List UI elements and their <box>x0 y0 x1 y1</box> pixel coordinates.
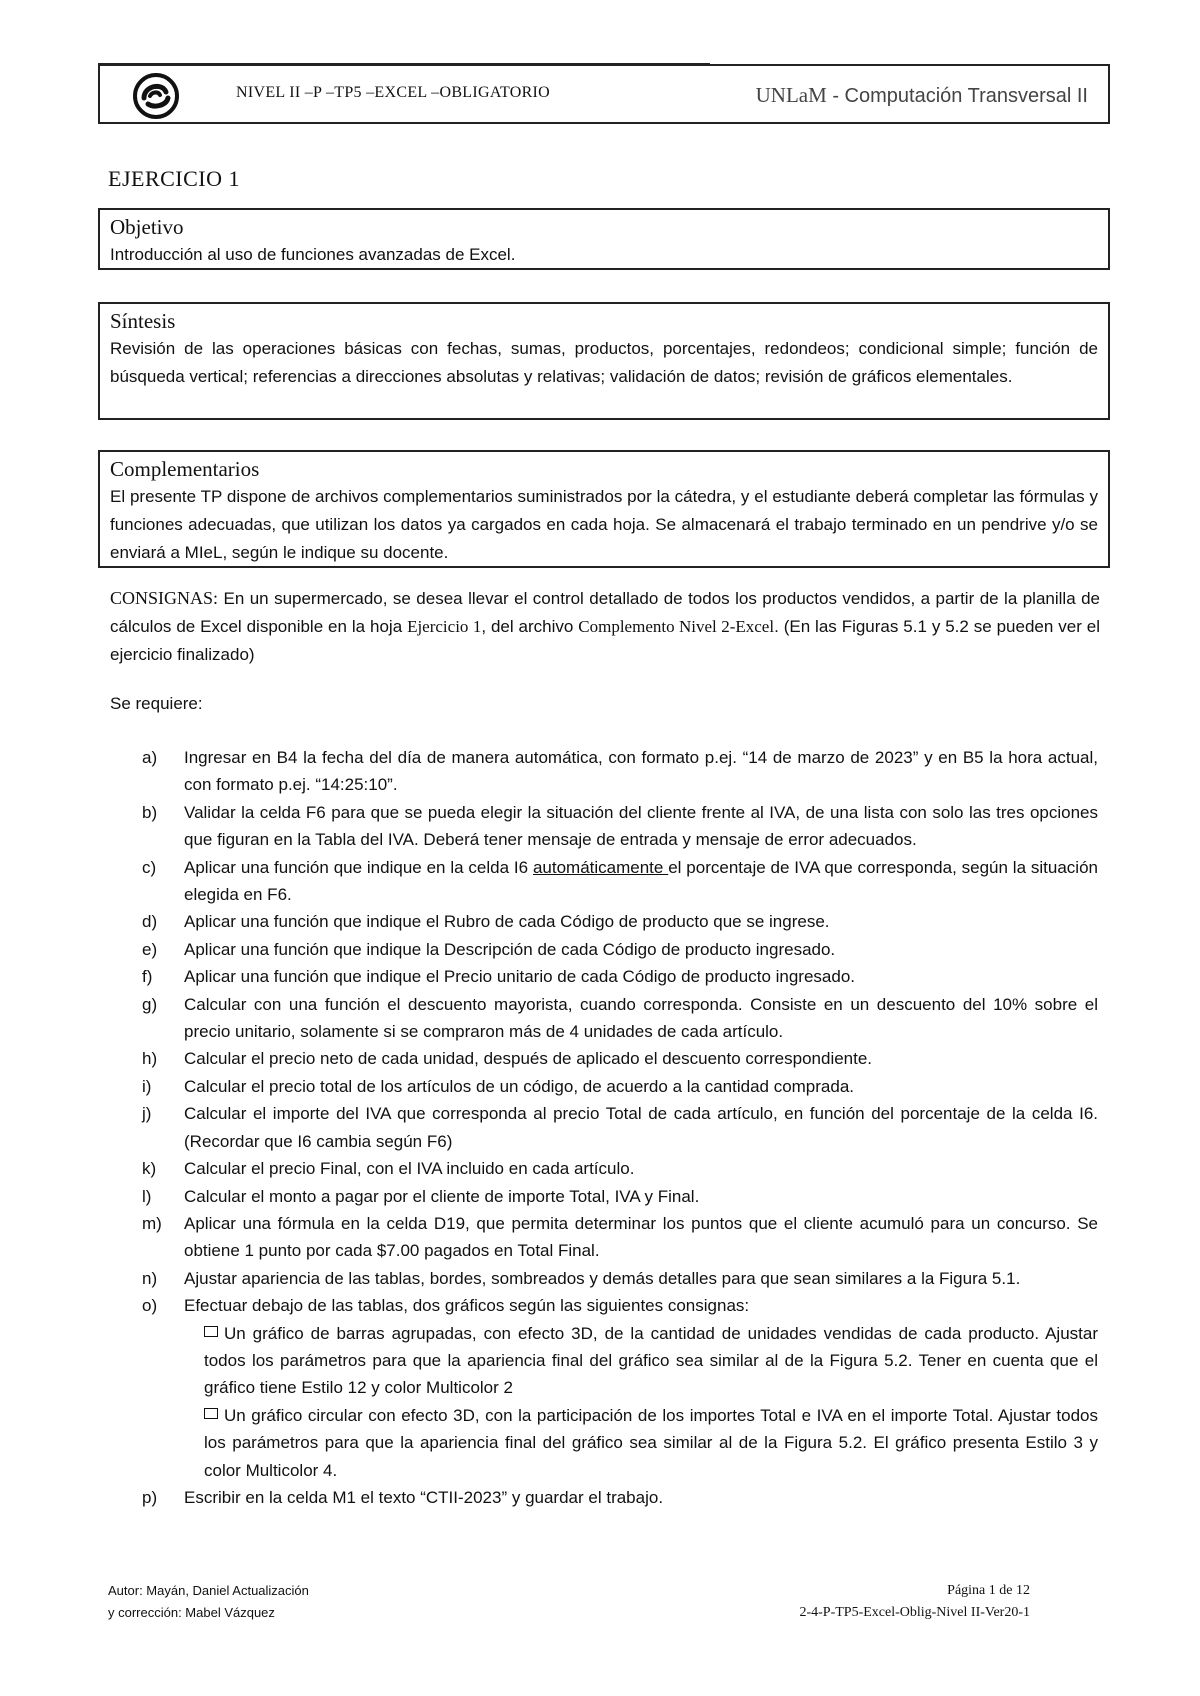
header-institution <box>756 83 1088 108</box>
list-item-text: Aplicar una fórmula en la celda D19, que permita determinar los puntos que el cliente acumuló para un concurso. Se obtiene 1 punto por cada $7.00 pagados en Total Final. <box>184 1213 1098 1261</box>
checkbox-bullet-icon <box>204 1408 218 1419</box>
footer-author <box>108 1580 309 1624</box>
list-item <box>110 1100 1098 1155</box>
list-marker: b) <box>142 802 158 822</box>
objetivo-heading: Objetivo <box>110 215 184 239</box>
list-item <box>110 1183 1098 1210</box>
sintesis-heading: Síntesis <box>110 309 176 333</box>
list-marker: l) <box>142 1186 152 1206</box>
list-marker: j) <box>142 1104 152 1124</box>
list-item-text: Ingresar en B4 la fecha del día de manera automática, con formato p.ej. “14 de marzo de 2023” y en B5 la hora actual, con formato p.ej. “14:25:10”. <box>184 748 1098 795</box>
list-item <box>110 1073 1098 1100</box>
sintesis-text: Revisión de las operaciones básicas con fechas, sumas, productos, porcentajes, redondeos; condicional simple; función de búsqueda vertical; referencias a direcciones absolutas y relativas; validación de datos; revisión de gráficos elementales. <box>110 339 1098 386</box>
checkbox-bullet-icon <box>204 1326 218 1337</box>
consignas-lead: CONSIGNAS: <box>110 588 219 608</box>
consignas-part2: , del archivo <box>481 617 579 636</box>
list-item-text: Calcular el precio Final, con el IVA incluido en cada artículo. <box>184 1159 635 1179</box>
requirements-list <box>110 744 1098 1511</box>
list-item-text: Calcular con una función el descuento mayorista, cuando corresponda. Consiste en un descuento del 10% sobre el precio unitario, solamente si se compraron más de 4 unidades de cada artículo. <box>184 994 1098 1042</box>
list-item <box>110 799 1098 854</box>
list-marker: i) <box>142 1076 152 1096</box>
list-item <box>110 936 1098 963</box>
underlined-text: automáticamente <box>532 857 669 877</box>
sub-item <box>184 1320 1098 1402</box>
list-item-text: Validar la celda F6 para que se pueda elegir la situación del cliente frente al IVA, de una lista con solo las tres opciones que figuran en la Tabla del IVA. Deberá tener mensaje de entrada y mensaje de error adecuados. <box>184 802 1098 850</box>
list-item-text: Calcular el precio total de los artículos de un código, de acuerdo a la cantidad comprada. <box>184 1076 855 1096</box>
list-marker: e) <box>142 939 158 959</box>
consignas-sheet: Ejercicio 1 <box>407 617 482 636</box>
consignas-file: Complemento Nivel 2-Excel <box>578 617 775 636</box>
list-marker: c) <box>142 857 157 877</box>
list-item-text: Aplicar una función que indique el Rubro de cada Código de producto que se ingrese. <box>184 912 830 932</box>
sub-item-text: Un gráfico circular con efecto 3D, con la participación de los importes Total e IVA en el importe Total. Ajustar todos los parámetros para que la apariencia final del gráfico sea similar al de la Figura 5.2. El gráfico presenta Estilo 3 y color Multicolor 4. <box>204 1405 1098 1480</box>
se-requiere-label: Se requiere: <box>110 694 203 713</box>
sintesis-box <box>98 302 1110 420</box>
list-item <box>110 1155 1098 1182</box>
page-number: Página 1 de 12 <box>947 1583 1030 1598</box>
footer-page-info <box>799 1580 1030 1624</box>
header-org: UNLaM <box>755 83 827 107</box>
list-item <box>110 1210 1098 1265</box>
list-item <box>110 854 1098 909</box>
list-marker: o) <box>142 1296 158 1316</box>
complementarios-text: El presente TP dispone de archivos complementarios suministrados por la cátedra, y el estudiante deberá completar las fórmulas y funciones adecuadas, que utilizan los datos ya cargados en cada hoja. Se almacenará el trabajo terminado en un pendrive y/o se enviará a MIeL, según le indique su docente. <box>110 487 1098 562</box>
unlam-logo-icon <box>132 72 180 120</box>
complementarios-box <box>98 450 1110 568</box>
document-code: 2-4-P-TP5-Excel-Oblig-Nivel II-Ver20-1 <box>799 1605 1030 1620</box>
sub-item-text: Un gráfico de barras agrupadas, con efecto 3D, de la cantidad de unidades vendidas de cada producto. Ajustar todos los parámetros para que la apariencia final del gráfico sea similar al de la Figura 5.2. Tener en cuenta que el gráfico tiene Estilo 12 y color Multicolor 2 <box>204 1323 1098 1398</box>
consignas-part1: En un supermercado, se desea llevar el control detallado de todos los productos vendidos, a partir de la planilla de cálculos de Excel disponible en la hoja <box>110 589 1100 636</box>
list-marker: f) <box>142 967 153 987</box>
header-subject: - Computación Transversal II <box>826 85 1088 107</box>
list-item <box>110 1265 1098 1292</box>
list-marker: m) <box>142 1213 162 1233</box>
complementarios-heading: Complementarios <box>110 457 260 481</box>
list-marker: g) <box>142 994 158 1014</box>
list-item <box>110 991 1098 1046</box>
footer-author-line: y corrección: Mabel Vázquez <box>108 1605 275 1620</box>
list-item-text: el porcentaje de IVA que corresponda, según la situación elegida en F6. <box>184 857 1098 905</box>
header-course-code: NIVEL II –P –TP5 –EXCEL –OBLIGATORIO <box>236 84 551 101</box>
list-item <box>110 1292 1098 1484</box>
list-item-text: Aplicar una función que indique en la celda I6 <box>184 857 533 877</box>
consignas-paragraph <box>110 584 1100 669</box>
list-marker: p) <box>142 1487 158 1507</box>
list-item-text: Aplicar una función que indique el Precio unitario de cada Código de producto ingresado. <box>184 967 856 987</box>
list-item <box>110 1045 1098 1072</box>
list-marker: a) <box>142 748 158 767</box>
list-item-text: Calcular el monto a pagar por el cliente de importe Total, IVA y Final. <box>184 1186 700 1206</box>
list-item <box>110 744 1098 799</box>
list-item <box>110 1484 1098 1511</box>
objetivo-box <box>98 208 1110 270</box>
list-item-text: Aplicar una función que indique la Descripción de cada Código de producto ingresado. <box>184 939 836 959</box>
list-marker: d) <box>142 912 158 932</box>
list-item-text: Calcular el precio neto de cada unidad, después de aplicado el descuento correspondiente. <box>184 1049 873 1069</box>
list-item <box>110 963 1098 990</box>
list-item <box>110 908 1098 935</box>
list-item-text: Calcular el importe del IVA que corresponda al precio Total de cada artículo, en función del porcentaje de la celda I6. (Recordar que I6 cambia según F6) <box>184 1104 1098 1151</box>
footer-author-line: Autor: Mayán, Daniel Actualización <box>108 1583 309 1598</box>
list-marker: h) <box>142 1049 158 1069</box>
list-item-text: Ajustar apariencia de las tablas, bordes, sombreados y demás detalles para que sean similares a la Figura 5.1. <box>184 1268 1021 1288</box>
sub-item <box>184 1402 1098 1484</box>
consignas-part3: . (En las Figuras 5.1 y 5.2 se pueden ver el ejercicio finalizado) <box>110 617 1100 664</box>
list-marker: n) <box>142 1268 158 1288</box>
list-item-text: Escribir en la celda M1 el texto “CTII-2023” y guardar el trabajo. <box>184 1487 664 1507</box>
exercise-title: EJERCICIO 1 <box>108 166 240 191</box>
list-item-text: Efectuar debajo de las tablas, dos gráficos según las siguientes consignas: <box>184 1296 750 1316</box>
list-marker: k) <box>142 1159 157 1179</box>
objetivo-text: Introducción al uso de funciones avanzadas de Excel. <box>110 245 516 264</box>
